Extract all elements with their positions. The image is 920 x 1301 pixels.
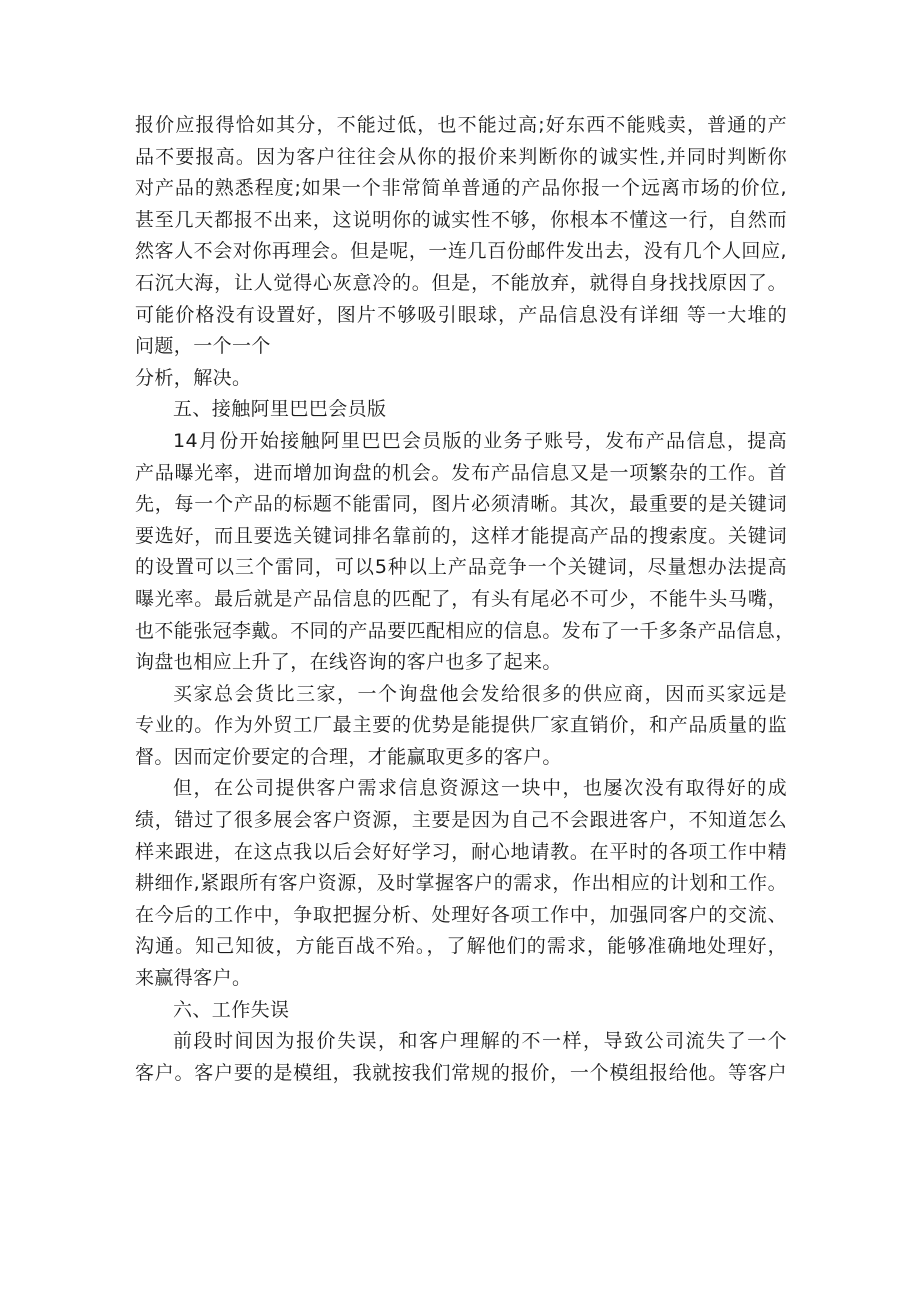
text-line: 也不能张冠李戴。不同的产品要匹配相应的信息。发布了一千多条产品信息，: [135, 619, 795, 642]
text-line: 先，每一个产品的标题不能雷同，图片必须清晰。其次，最重要的是关键词: [135, 493, 787, 516]
text-line: 要选好，而且要选关键词排名靠前的，这样才能提高产品的搜索度。关键词: [135, 524, 787, 547]
text-line: 督。因而定价要定的合理，才能赢取更多的客户。: [135, 745, 562, 768]
text-line: 沟通。知己知彼，方能百战不殆。，了解他们的需求，能够准确地处理好，: [135, 935, 787, 958]
text-line: 报价应报得恰如其分，不能过低，也不能过高;好东西不能贱卖，普通的产: [135, 114, 787, 136]
text-line: 产品曝光率，进而增加询盘的机会。发布产品信息又是一项繁杂的工作。首: [135, 461, 787, 484]
text-line: 买家总会货比三家，一个询盘他会发给很多的供应商，因而买家远是: [173, 682, 787, 705]
document-body: [135, 110, 795, 1089]
text-line: 问题，一个一个: [135, 335, 271, 358]
text-line: 样来跟进，在这点我以后会好好学习，耐心地请教。在平时的各项工作中精: [135, 840, 787, 863]
text-line: 对产品的熟悉程度;如果一个非常简单普通的产品你报一个远离市场的价位,: [135, 177, 787, 200]
text-line: 来赢得客户。: [135, 967, 252, 990]
text-line: 专业的。作为外贸工厂最主要的优势是能提供厂家直销价，和产品质量的监: [135, 714, 787, 737]
text-line: 14月份开始接触阿里巴巴会员版的业务子账号，发布产品信息，提高: [173, 429, 787, 452]
text-line: 客户。客户要的是模组，我就按我们常规的报价，一个模组报给他。等客户: [135, 1061, 787, 1084]
text-line: 五、接触阿里巴巴会员版: [173, 398, 387, 421]
text-line: 但，在公司提供客户需求信息资源这一块中，也屡次没有取得好的成: [173, 777, 787, 800]
text-line: 询盘也相应上升了，在线咨询的客户也多了起来。: [135, 651, 562, 674]
text-line: 石沉大海，让人觉得心灰意冷的。但是，不能放弃，就得自身找找原因了。: [135, 271, 787, 294]
text-line: 六、工作失误: [173, 998, 290, 1021]
text-line: 品不要报高。因为客户往往会从你的报价来判断你的诚实性,并同时判断你: [135, 145, 787, 168]
text-line: 绩，错过了很多展会客户资源，主要是因为自己不会跟进客户，不知道怎么: [135, 809, 787, 832]
text-line: 分析，解决。: [135, 366, 252, 389]
text-line: 曝光率。最后就是产品信息的匹配了，有头有尾必不可少，不能牛头马嘴，: [135, 587, 787, 610]
text-line: 可能价格没有设置好，图片不够吸引眼球，产品信息没有详细 等一大堆的: [135, 303, 787, 326]
text-line: 前段时间因为报价失误，和客户理解的不一样，导致公司流失了一个: [173, 1030, 787, 1053]
text-line: 耕细作,紧跟所有客户资源，及时掌握客户的需求，作出相应的计划和工作。: [135, 872, 787, 895]
text-line: 然客人不会对你再理会。但是呢，一连几百份邮件发出去，没有几个人回应,: [135, 240, 787, 263]
text-line: 在今后的工作中，争取把握分析、处理好各项工作中，加强同客户的交流、: [135, 903, 787, 926]
text-line: 甚至几天都报不出来，这说明你的诚实性不够，你根本不懂这一行，自然而: [135, 208, 787, 231]
text-line: 的设置可以三个雷同，可以5种以上产品竞争一个关键词，尽量想办法提高: [135, 556, 787, 579]
